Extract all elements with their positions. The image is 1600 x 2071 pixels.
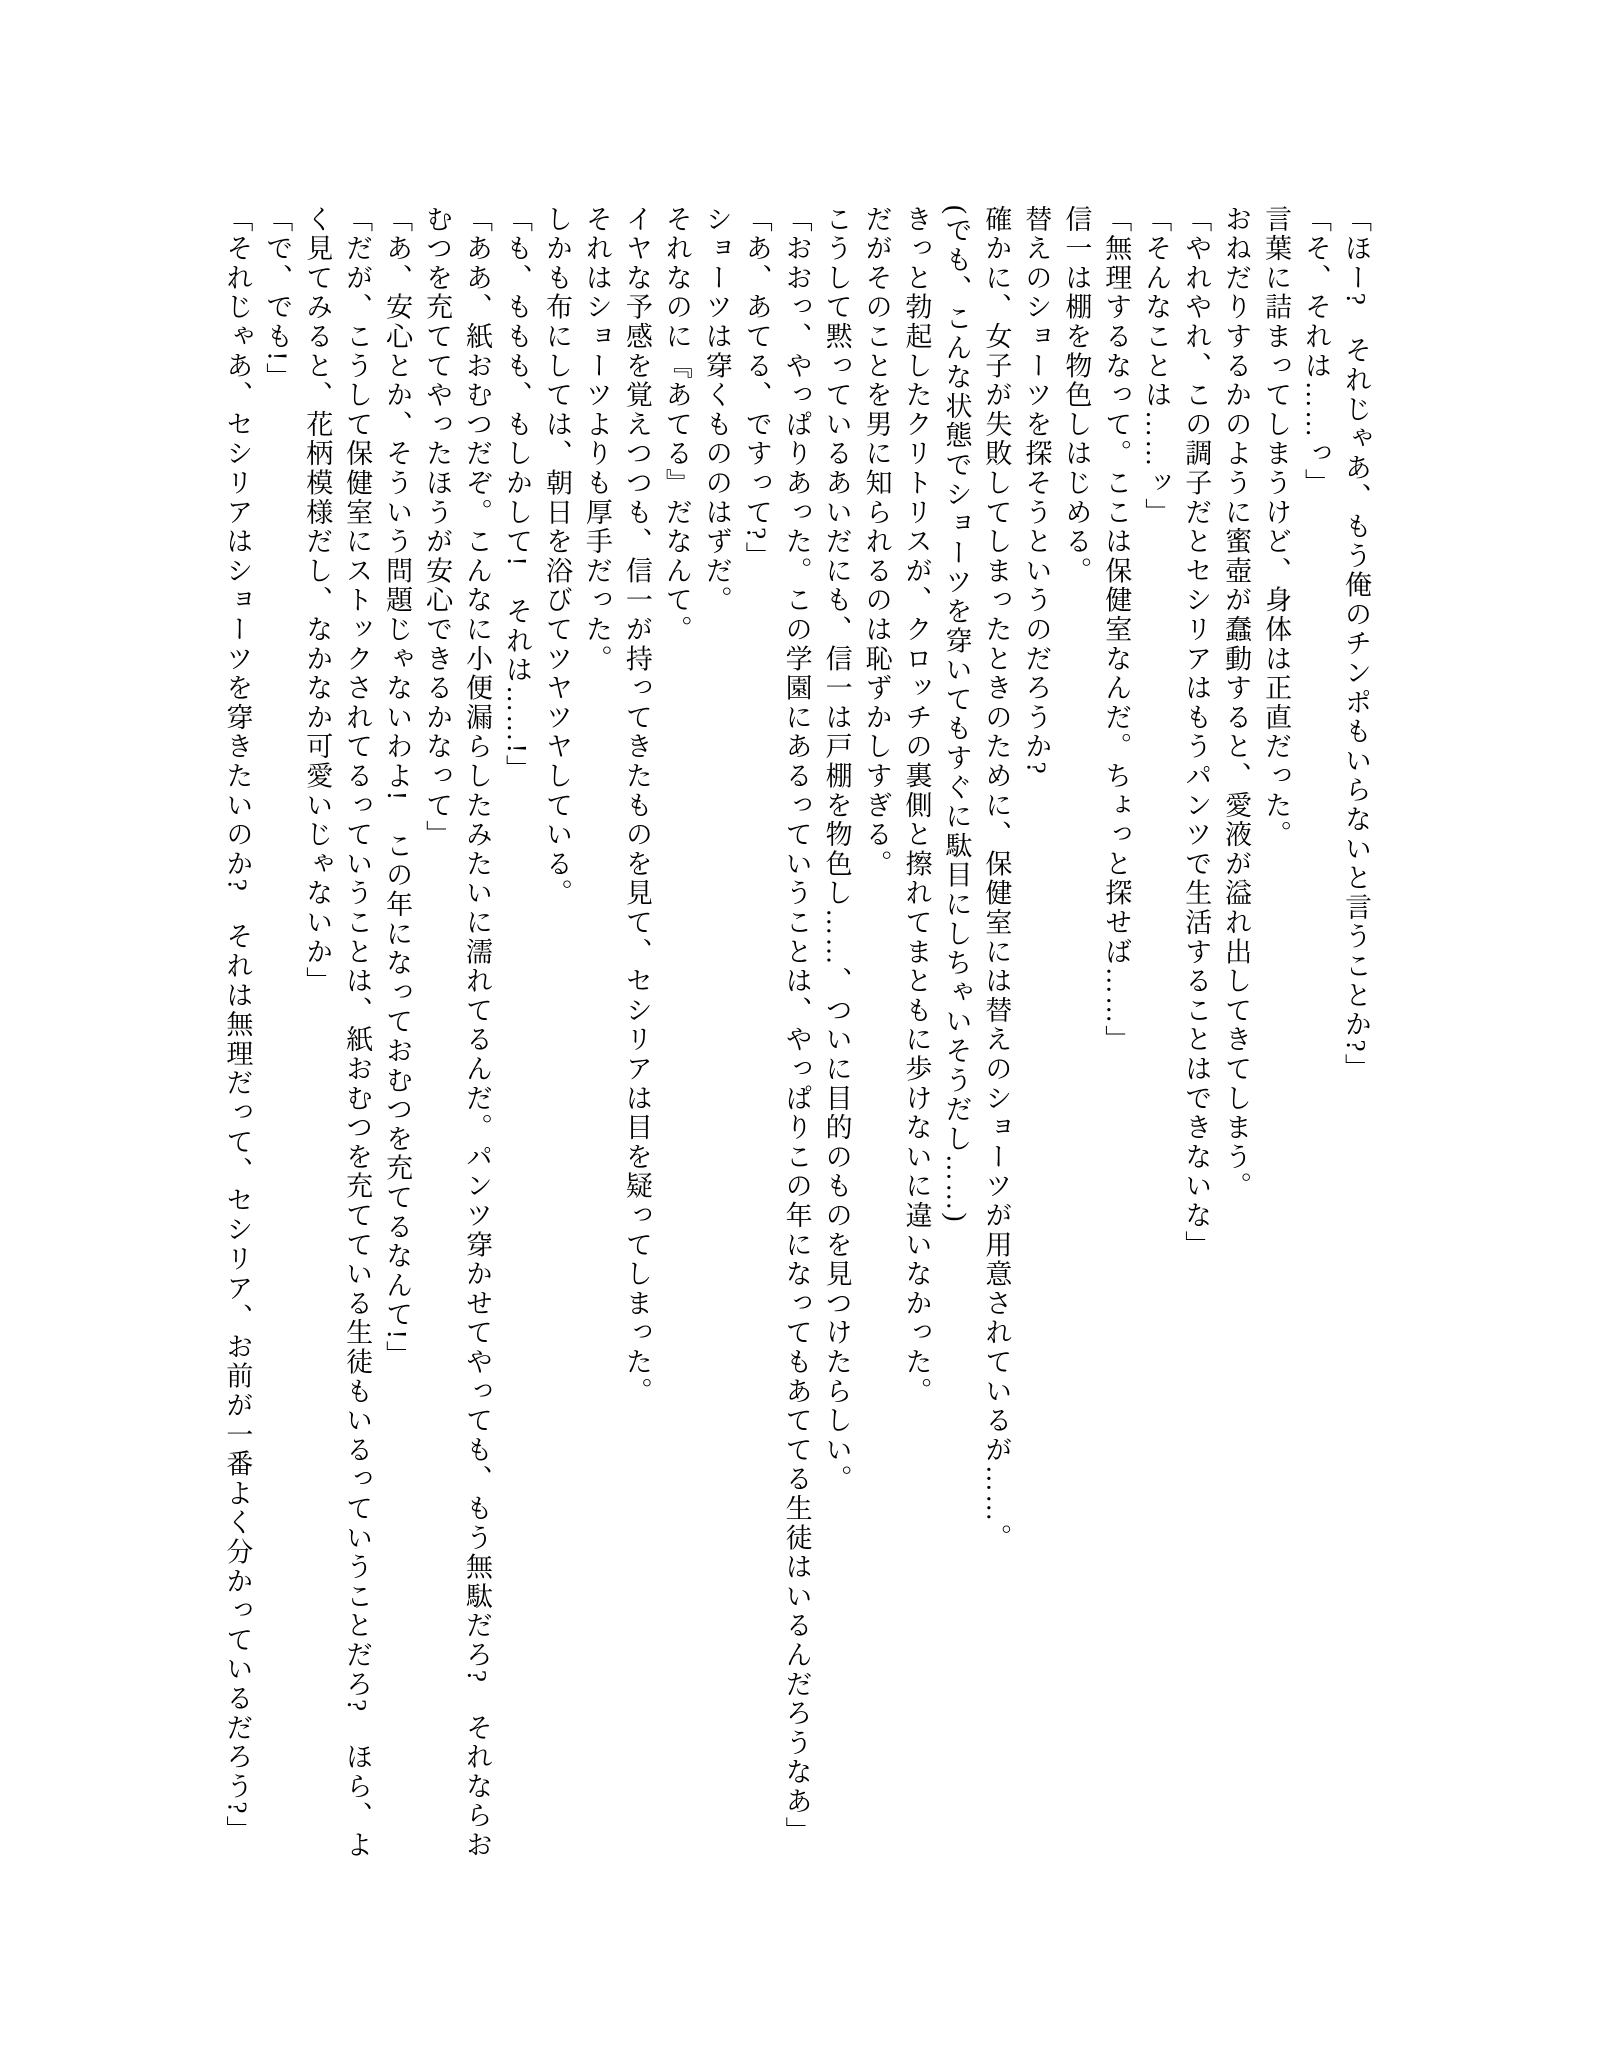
paragraph-11: (でも、こんな状態でショーツを穿いてもすぐに駄目にしちゃいそうだし……)	[941, 205, 972, 1224]
paragraph-15: 「おおっ、やっぱりあった。この学園にあるっていうことは、やっぱりこの年になってもあててる生徒はいるんだろうなあ」	[781, 205, 812, 1846]
paragraph-21: しかも布にしては、朝日を浴びてツヤツヤしている。	[541, 205, 572, 909]
paragraph-19: イヤな予感を覚えつつも、信一が持ってきたものを見て、セシリアは目を疑ってしまった。	[621, 205, 652, 1407]
paragraph-18: それなのに『あてる』だなんて。	[661, 205, 692, 645]
paragraph-17: ショーツは穿くもののはずだ。	[701, 205, 732, 616]
paragraph-3: 言葉に詰まってしまうけど、身体は正直だった。	[1261, 205, 1292, 850]
paragraph-22: 「も、ももも、もしかして! それは……!」	[501, 205, 532, 785]
paragraph-7: 「無理するなって。ここは保健室なんだ。ちょっと探せば……」	[1101, 205, 1132, 1055]
paragraph-20: それはショーツよりも厚手だった。	[581, 205, 612, 674]
paragraph-27: 「それじゃあ、セシリアはショーツを穿きたいのか? それは無理だって、セシリア、お前が一番よく分かっているだろう?」	[222, 205, 253, 1846]
paragraph-23: 「ああ、紙おむつだぞ。こんなに小便漏らしたみたいに濡れてるんだ。パンツ穿かせてやっても、もう無駄だろ? それならおむつを充ててやったほうが安心できるかなって」	[422, 205, 493, 1861]
paragraph-10: 確かに、女子が失敗してしまったときのために、保健室には替えのショーツが用意されているが……。	[981, 205, 1012, 1553]
paragraph-25: 「だが、こうして保健室にストックされてるっていうことは、紙おむつを充てている生徒もいるっていうことだろ? ほら、よく見てみると、花柄模様だし、なかなか可愛いじゃないか」	[302, 205, 373, 1861]
paragraph-1: 「ほー? それじゃあ、もう俺のチンポもいらないと言うことか?」	[1341, 205, 1371, 1084]
paragraph-26: 「で、でも!」	[262, 205, 293, 393]
novel-text-block	[216, 205, 1375, 1880]
paragraph-4: おねだりするかのように蜜壺が蠢動すると、愛液が溢れ出してきてしまう。	[1221, 205, 1252, 1202]
paragraph-14: こうして黙っているあいだにも、信一は戸棚を物色し……、ついに目的のものを見つけたらしい。	[821, 205, 852, 1495]
paragraph-9: 替えのショーツを探そうというのだろうか?	[1021, 205, 1052, 776]
paragraph-16: 「あ、あてる、ですって?」	[741, 205, 772, 571]
paragraph-13: だがそのことを男に知られるのは恥ずかしすぎる。	[861, 205, 892, 879]
paragraph-5: 「やれやれ、この調子だとセシリアはもうパンツで生活することはできないな」	[1181, 205, 1212, 1260]
paragraph-12: きっと勃起したクリトリスが、クロッチの裏側と擦れてまともに歩けないに違いなかった。	[901, 205, 932, 1407]
paragraph-24: 「あ、安心とか、そういう問題じゃないわよ! この年になっておむつを充てるなんて!」	[382, 205, 413, 1371]
paragraph-6: 「そんなことは……ッ」	[1141, 205, 1172, 528]
paragraph-2: 「そ、それは……っ」	[1301, 205, 1332, 498]
paragraph-8: 信一は棚を物色しはじめる。	[1061, 205, 1092, 586]
